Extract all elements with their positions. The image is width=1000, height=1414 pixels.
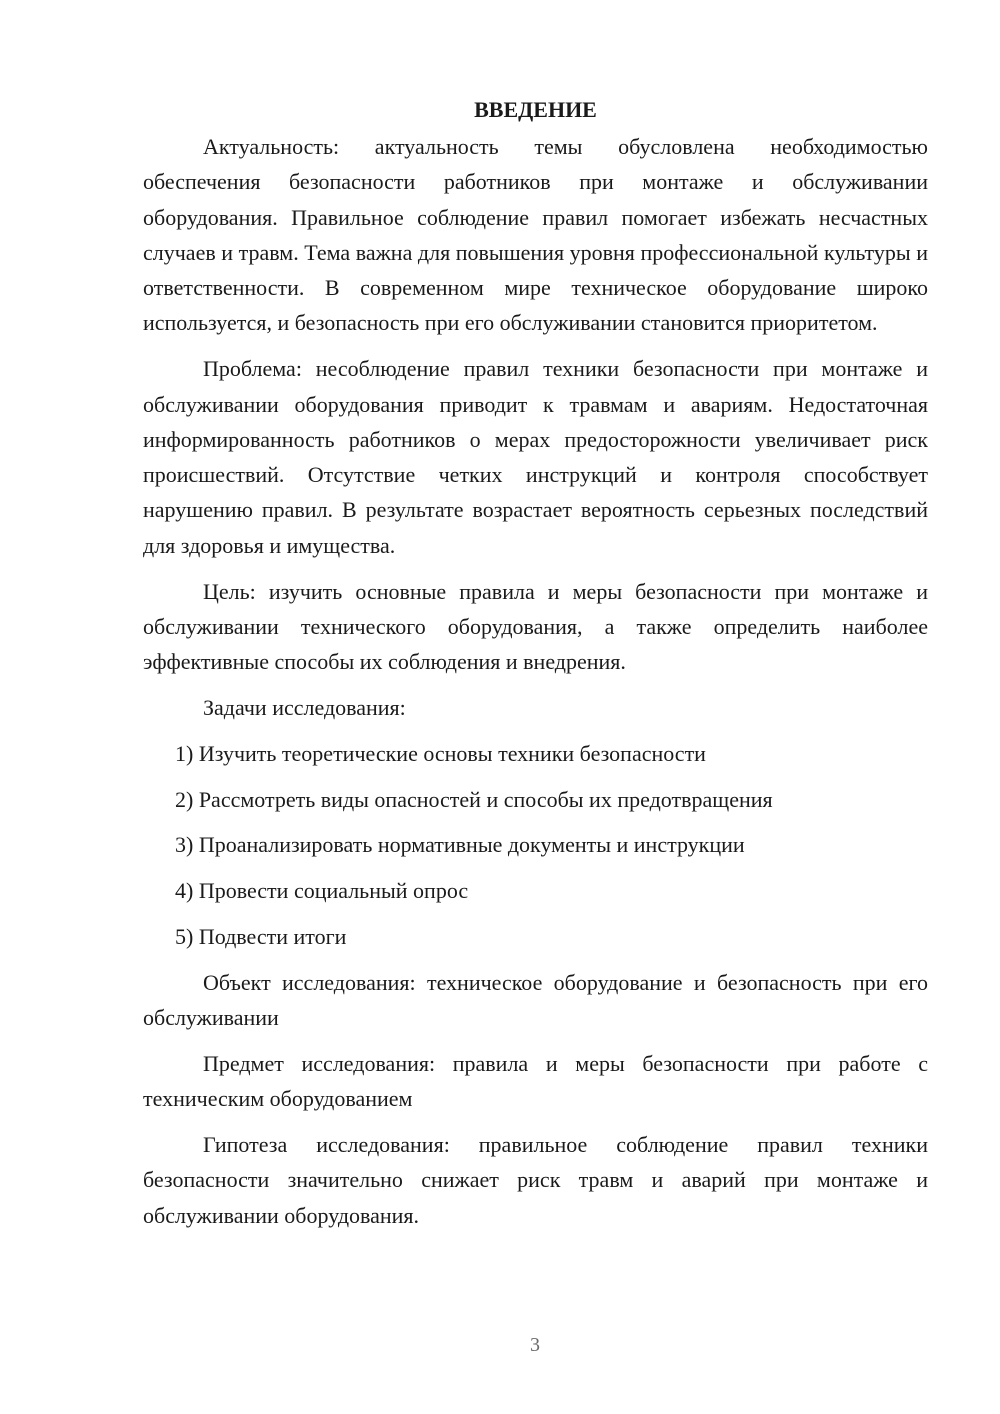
relevance-paragraph: Актуальность: актуальность темы обусловлена необходимостью обеспечения безопасности работников при монтаже и обслуживании оборудования. Правильное соблюдение правил помогает избежать несчастных случаев и травм. Тема важна для повышения уровня профессиональной культуры и ответственности. В современном мире техническое оборудование широко используется, и безопасность при его обслуживании становится приоритетом. xyxy=(143,134,928,336)
list-item: 1) Изучить теоретические основы техники безопасности xyxy=(175,740,706,766)
list-item: 4) Провести социальный опрос xyxy=(175,878,469,904)
tasks-list xyxy=(143,736,928,954)
list-item: 5) Подвести итоги xyxy=(175,923,347,949)
page-content xyxy=(143,92,928,1243)
subject-paragraph: Предмет исследования: правила и меры безопасности при работе с техническим оборудованием xyxy=(143,1050,928,1112)
list-item: 3) Проанализировать нормативные документы и инструкции xyxy=(175,832,745,858)
page-title: ВВЕДЕНИЕ xyxy=(474,97,597,122)
hypothesis-paragraph: Гипотеза исследования: правильное соблюдение правил техники безопасности значительно снижает риск травм и аварий при монтаже и обслуживании оборудования. xyxy=(143,1131,928,1228)
page-number: 3 xyxy=(530,1334,540,1356)
object-paragraph: Объект исследования: техническое оборудование и безопасность при его обслуживании xyxy=(143,969,928,1031)
tasks-heading: Задачи исследования: xyxy=(203,694,406,720)
goal-paragraph: Цель: изучить основные правила и меры безопасности при монтаже и обслуживании технического оборудования, а также определить наиболее эффективные способы их соблюдения и внедрения. xyxy=(143,578,928,675)
problem-paragraph: Проблема: несоблюдение правил техники безопасности при монтаже и обслуживании оборудования приводит к травмам и авариям. Недостаточная информированность работников о мерах предосторожности увеличивает риск происшествий. Отсутствие четких инструкций и контроля способствует нарушению правил. В результате возрастает вероятность серьезных последствий для здоровья и имущества. xyxy=(143,356,928,558)
list-item: 2) Рассмотреть виды опасностей и способы их предотвращения xyxy=(175,786,773,812)
